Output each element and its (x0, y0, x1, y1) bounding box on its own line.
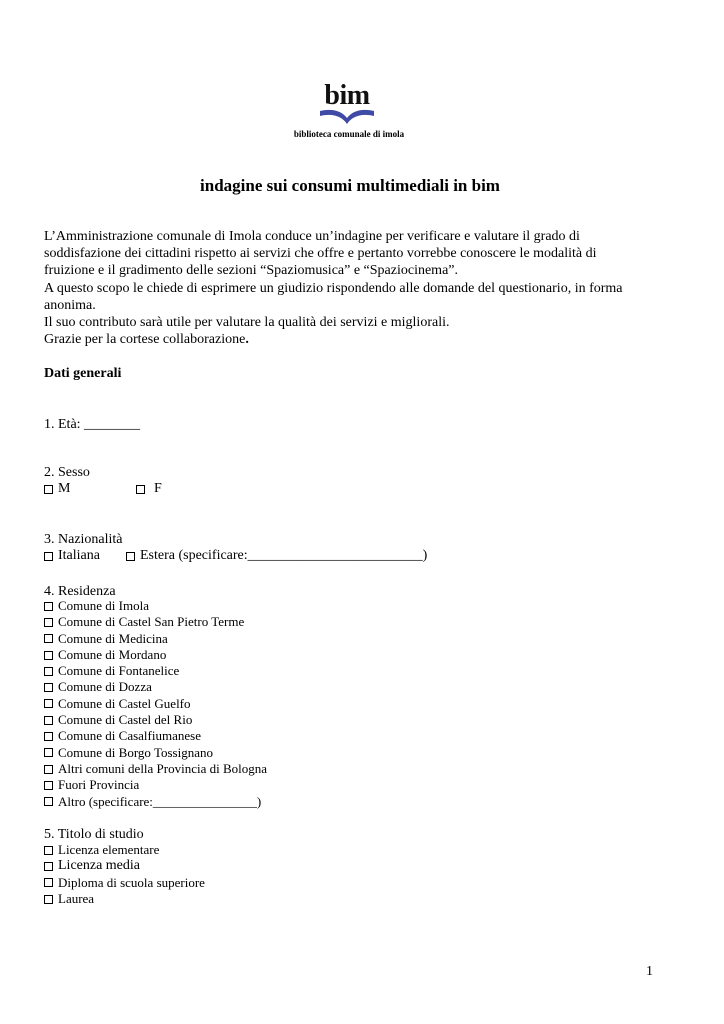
option-label: Licenza elementare (58, 842, 160, 857)
option-label: Comune di Imola (58, 598, 149, 613)
list-item[interactable] (44, 761, 267, 777)
option-label: Comune di Castel San Pietro Terme (58, 614, 245, 630)
checkbox[interactable] (126, 552, 135, 561)
list-item[interactable] (44, 614, 267, 630)
page-number: 1 (646, 964, 653, 979)
checkbox[interactable] (44, 878, 53, 887)
option-label: Altri comuni della Provincia di Bologna (58, 760, 268, 776)
intro-thanks-text: Grazie per la cortese collaborazione (44, 332, 246, 348)
document-title: indagine sui consumi multimediali in bim (200, 176, 500, 195)
checkbox[interactable] (44, 846, 53, 855)
question-age: 1. Età: ________ (44, 417, 141, 432)
intro-final-period: . (245, 332, 249, 348)
list-item[interactable] (44, 631, 267, 647)
option-label: Comune di Castel Guelfo (58, 695, 191, 711)
list-item[interactable] (44, 679, 267, 695)
intro-line: soddisfazione dei cittadini rispetto ai servizi che offre e pertanto vorrebbe conoscere le modalità di (44, 246, 597, 262)
list-item[interactable] (44, 712, 267, 728)
bim-logo (284, 82, 418, 144)
option-label: Fuori Provincia (58, 777, 140, 793)
option-label: M (58, 481, 71, 496)
option-label: Comune di Mordano (58, 646, 167, 662)
sex-options (44, 481, 162, 499)
checkbox[interactable] (44, 797, 53, 806)
list-item[interactable] (44, 842, 205, 858)
list-item[interactable] (44, 663, 267, 679)
option-italiana[interactable] (44, 548, 100, 564)
checkbox[interactable] (44, 862, 53, 871)
option-estera[interactable] (126, 548, 427, 564)
list-item[interactable] (44, 728, 267, 744)
option-label: Licenza media (58, 858, 141, 874)
question-education: 5. Titolo di studio (44, 827, 144, 842)
option-sex-f[interactable] (136, 481, 162, 497)
checkbox[interactable] (44, 683, 53, 692)
option-label: Comune di Medicina (58, 630, 168, 646)
checkbox[interactable] (44, 485, 53, 494)
logo-subtitle: biblioteca comunale di imola (293, 129, 405, 139)
option-label: Diploma di scuola superiore (58, 874, 205, 890)
list-item[interactable] (44, 598, 267, 614)
option-label: Italiana (58, 548, 100, 563)
intro-line: A questo scopo le chiede di esprimere un giudizio rispondendo alle domande del questionario, in forma (44, 280, 623, 296)
checkbox[interactable] (44, 552, 53, 561)
checkbox[interactable] (44, 895, 53, 904)
list-item[interactable] (44, 647, 267, 663)
open-book-icon (318, 108, 376, 126)
option-label: Altro (specificare:________________) (58, 793, 262, 809)
option-label: F (154, 481, 162, 496)
option-label: Comune di Borgo Tossignano (58, 744, 213, 760)
checkbox[interactable] (44, 651, 53, 660)
list-item[interactable] (44, 794, 267, 810)
option-label: Laurea (58, 890, 95, 906)
section-heading-general: Dati generali (44, 366, 122, 381)
option-label: Comune di Fontanelice (58, 663, 180, 679)
checkbox[interactable] (44, 748, 53, 757)
question-nationality: 3. Nazionalità (44, 532, 123, 547)
checkbox[interactable] (136, 485, 145, 494)
option-label: Comune di Castel del Rio (58, 712, 193, 728)
checkbox[interactable] (44, 699, 53, 708)
option-label: Estera (specificare:_________________________) (140, 548, 428, 563)
intro-paragraph (44, 228, 684, 348)
intro-line-thanks (44, 331, 684, 348)
nationality-options (44, 548, 428, 566)
intro-line: anonima. (44, 297, 96, 313)
intro-line: Il suo contributo sarà utile per valutare la qualità dei servizi e migliorali. (44, 315, 450, 331)
logo-wordmark: bim (324, 80, 370, 111)
education-options (44, 842, 205, 907)
checkbox[interactable] (44, 765, 53, 774)
list-item[interactable] (44, 875, 205, 891)
checkbox[interactable] (44, 602, 53, 611)
list-item[interactable] (44, 777, 267, 793)
checkbox[interactable] (44, 634, 53, 643)
option-label: Comune di Dozza (58, 679, 152, 695)
list-item[interactable] (44, 891, 205, 907)
intro-line: L’Amministrazione comunale di Imola conduce un’indagine per verificare e valutare il grado di (44, 229, 580, 244)
checkbox[interactable] (44, 732, 53, 741)
checkbox[interactable] (44, 781, 53, 790)
question-residence: 4. Residenza (44, 584, 116, 599)
checkbox[interactable] (44, 667, 53, 676)
list-item[interactable] (44, 858, 205, 874)
option-sex-m[interactable] (44, 481, 70, 497)
option-label: Comune di Casalfiumanese (58, 728, 201, 744)
residence-options (44, 598, 267, 810)
checkbox[interactable] (44, 716, 53, 725)
list-item[interactable] (44, 696, 267, 712)
checkbox[interactable] (44, 618, 53, 627)
question-sex: 2. Sesso (44, 465, 90, 480)
list-item[interactable] (44, 745, 267, 761)
intro-line: fruizione e il gradimento delle sezioni “Spaziomusica” e “Spaziocinema”. (44, 263, 458, 279)
